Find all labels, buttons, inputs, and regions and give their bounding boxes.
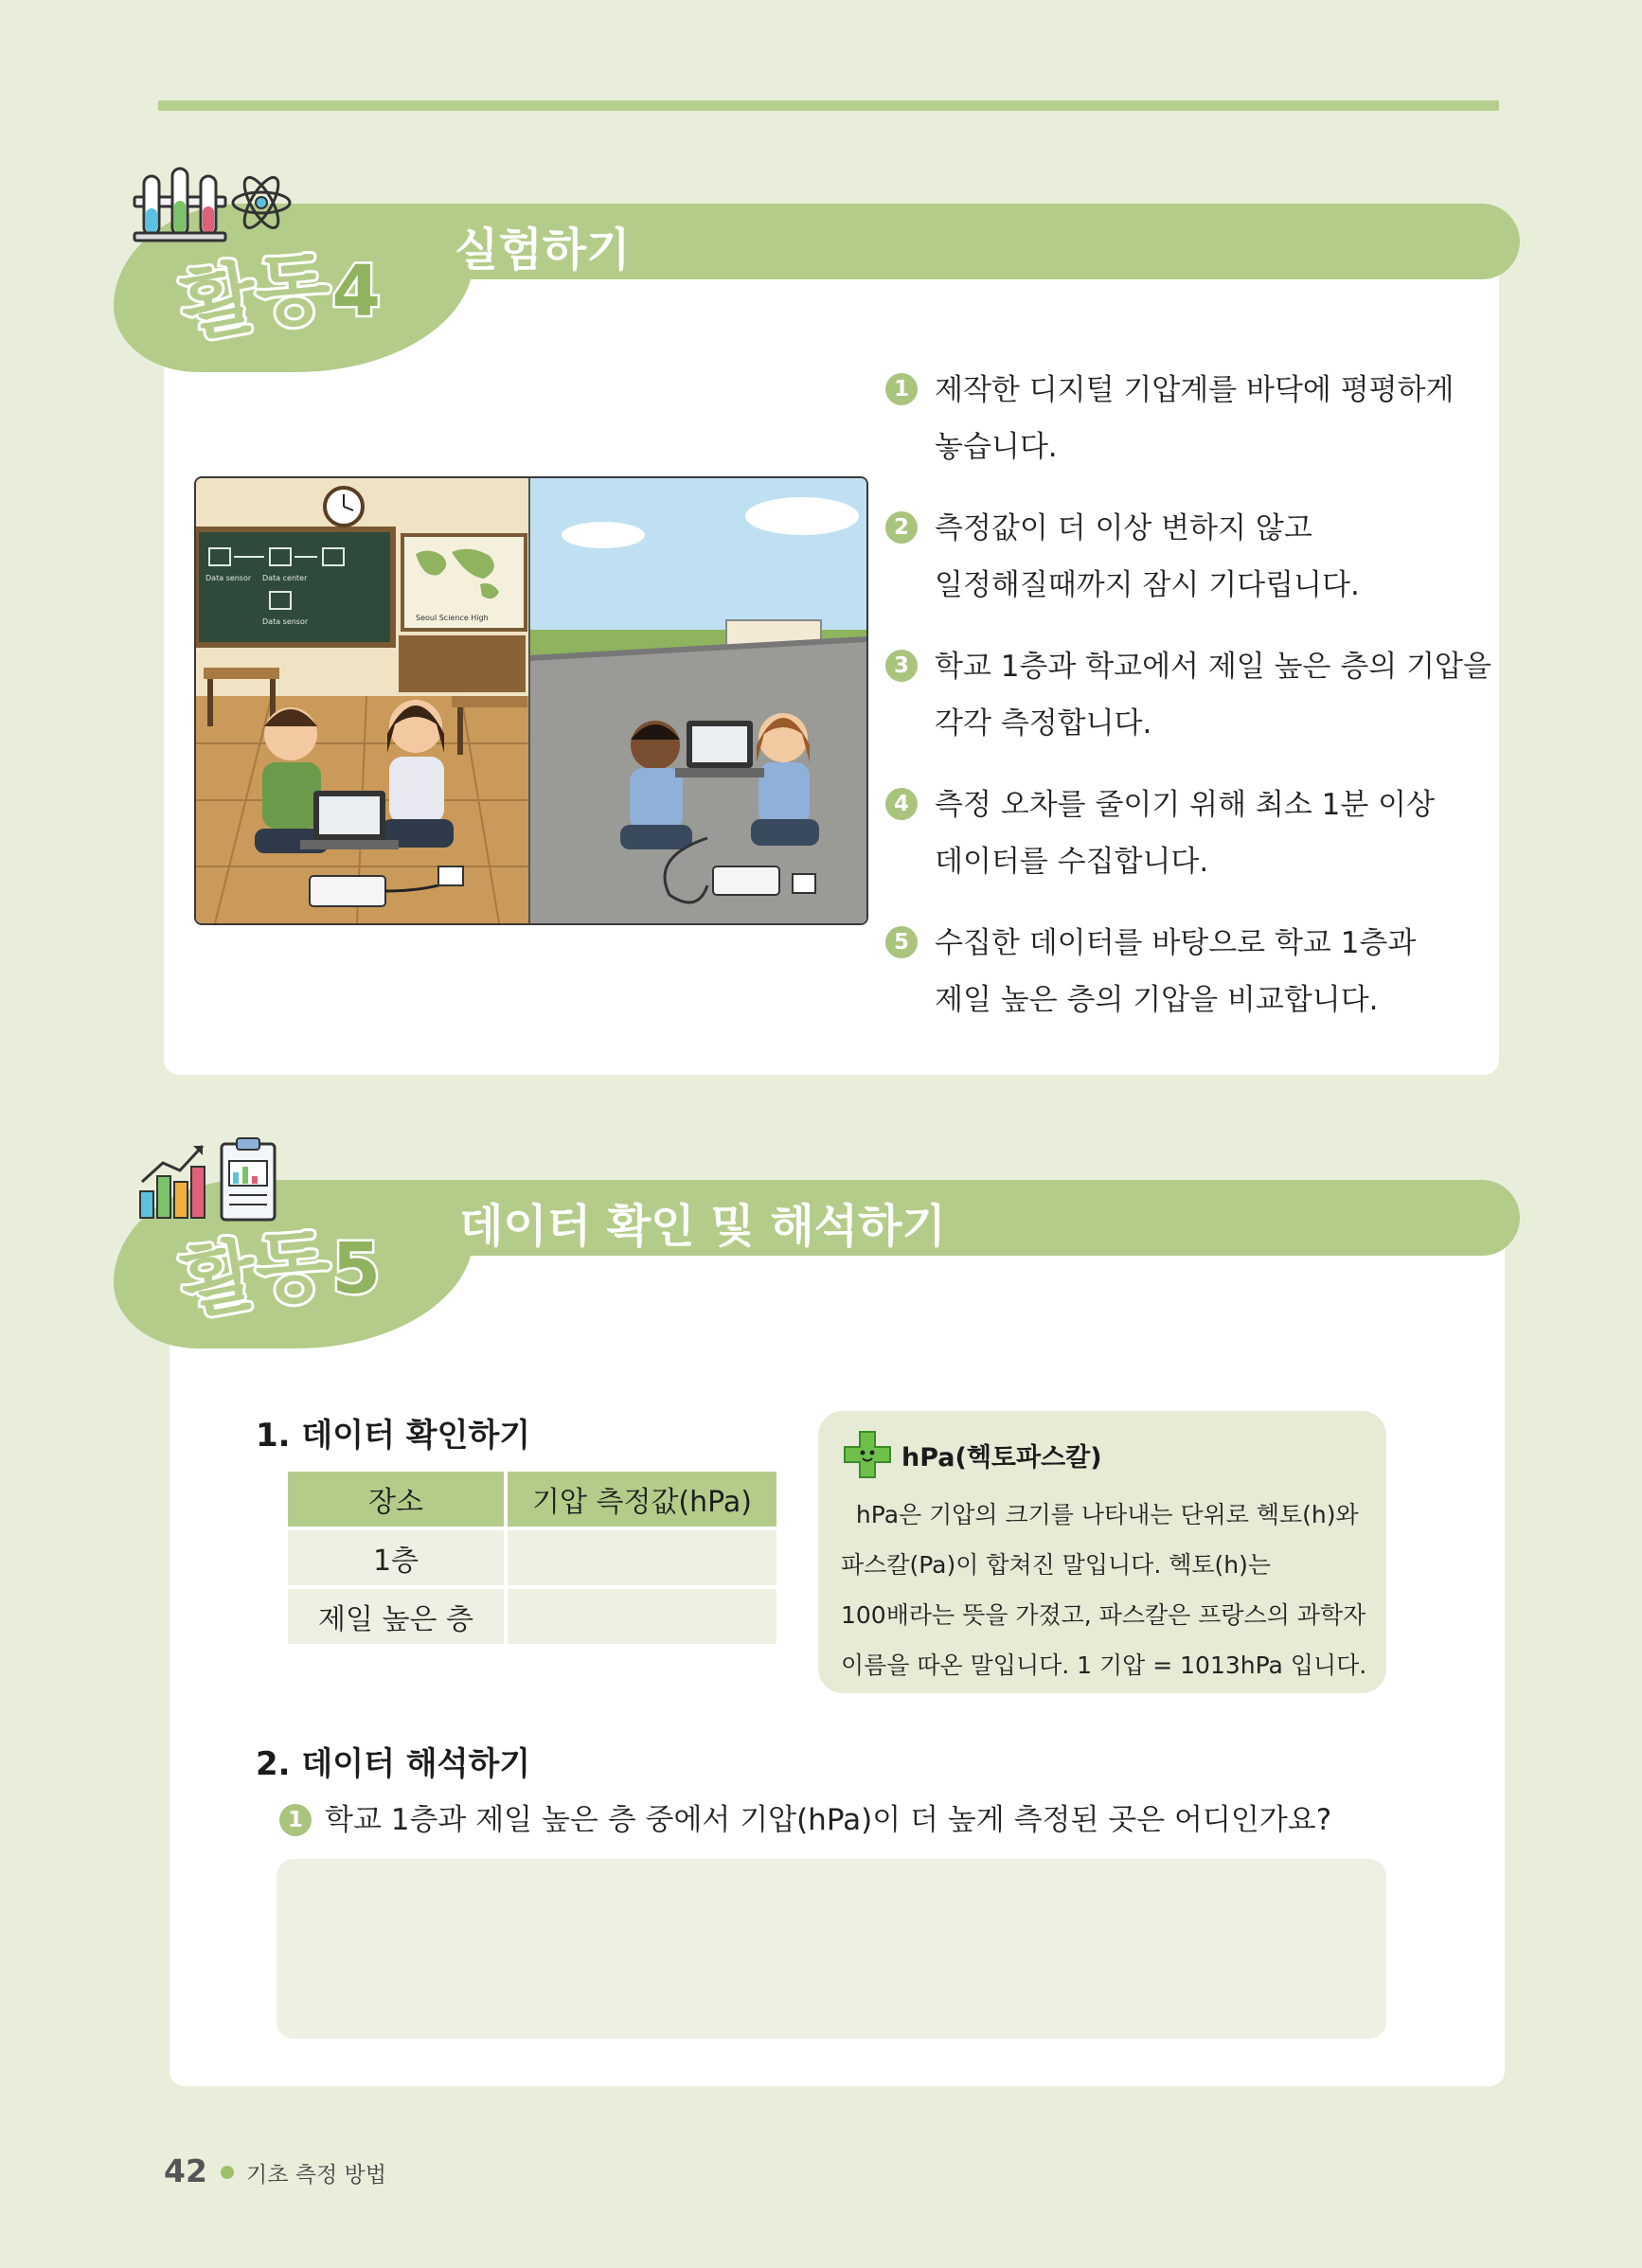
page-number: 42	[164, 2152, 207, 2189]
activity4-number: 4	[331, 251, 383, 332]
table-header-location: 장소	[288, 1472, 504, 1527]
step-text-line2: 놓습니다.	[935, 430, 1058, 464]
activity4-label	[174, 227, 383, 354]
activity5-number: 5	[331, 1228, 383, 1310]
hpa-info-title: hPa(헥토파스칼)	[901, 1443, 1102, 1473]
data-interpret-heading: 2. 데이터 해석하기	[256, 1745, 531, 1783]
step-number-badge: 4	[885, 788, 918, 820]
answer-input-box[interactable]	[277, 1859, 1386, 2039]
question-text: 학교 1층과 제일 높은 층 중에서 기압(hPa)이 더 높게 측정된 곳은 어디인가요?	[325, 1803, 1332, 1837]
activity5-word2: 동	[252, 1221, 336, 1316]
step-number-badge: 3	[885, 650, 918, 682]
activity5-title: 데이터 확인 및 해석하기	[459, 1200, 946, 1253]
top-rule	[158, 100, 1499, 111]
hpa-info-text	[841, 1490, 1383, 1690]
step-text-line1: 학교 1층과 학교에서 제일 높은 층의 기압을	[935, 650, 1491, 684]
step-number-badge: 2	[885, 511, 918, 544]
table-row	[288, 1589, 776, 1644]
step-item	[885, 915, 1491, 1028]
board-label-3: Data sensor	[262, 617, 309, 626]
hpa-info-line: hPa은 기압의 크기를 나타내는 단위로 헥토(h)와	[841, 1501, 1359, 1528]
footer-bullet-icon	[221, 2166, 234, 2179]
step-item	[885, 777, 1491, 890]
map-label: Seoul Science High	[416, 614, 489, 622]
table-row	[288, 1530, 776, 1585]
activity4-word2: 동	[252, 243, 336, 339]
question-number-badge: 1	[279, 1804, 312, 1836]
step-text-line2: 각각 측정합니다.	[935, 706, 1152, 741]
data-check-heading: 1. 데이터 확인하기	[256, 1417, 531, 1455]
question-1	[279, 1795, 1331, 1838]
illustration-scene	[196, 478, 866, 923]
table-header-row	[288, 1472, 776, 1527]
board-label-1: Data sensor	[205, 574, 252, 582]
activity4-word1: 활	[174, 251, 266, 354]
activity5-word1: 활	[174, 1228, 266, 1331]
step-number-badge: 1	[885, 373, 918, 405]
table-cell-pressure-input[interactable]	[508, 1530, 776, 1585]
step-text-line2: 제일 높은 층의 기압을 비교합니다.	[935, 983, 1379, 1017]
step-text-line1: 수집한 데이터를 바탕으로 학교 1층과	[935, 926, 1417, 960]
hpa-info-line: 이름을 따온 말입니다. 1 기압 = 1013hPa 입니다.	[841, 1652, 1367, 1679]
pressure-data-table	[284, 1468, 780, 1648]
hpa-info-line: 파스칼(Pa)이 합쳐진 말입니다. 헥토(h)는	[841, 1551, 1272, 1579]
step-text-line1: 제작한 디지털 기압계를 바닥에 평평하게	[935, 373, 1455, 407]
step-item	[885, 638, 1491, 752]
activity5-label	[174, 1205, 383, 1331]
chapter-title: 기초 측정 방법	[246, 2163, 386, 2188]
step-text-line1: 측정 오차를 줄이기 위해 최소 1분 이상	[935, 788, 1436, 822]
step-text-line2: 일정해질때까지 잠시 기다립니다.	[935, 568, 1360, 602]
board-label-2: Data center	[262, 574, 308, 582]
table-cell-pressure-input[interactable]	[508, 1589, 776, 1644]
experiment-illustration	[194, 476, 868, 925]
step-text-line2: 데이터를 수집합니다.	[935, 845, 1209, 879]
plus-mascot-icon	[841, 1428, 894, 1481]
table-cell-location: 1층	[288, 1530, 504, 1585]
step-text-line1: 측정값이 더 이상 변하지 않고	[935, 511, 1312, 545]
activity4-title: 실험하기	[455, 223, 631, 277]
table-header-pressure: 기압 측정값(hPa)	[508, 1472, 776, 1527]
step-number-badge: 5	[885, 926, 918, 958]
activity4-steps	[885, 362, 1491, 1053]
step-item	[885, 500, 1491, 614]
table-cell-location: 제일 높은 층	[288, 1589, 504, 1644]
step-item	[885, 362, 1491, 475]
hpa-info-line: 100배라는 뜻을 가졌고, 파스칼은 프랑스의 과학자	[841, 1601, 1366, 1629]
